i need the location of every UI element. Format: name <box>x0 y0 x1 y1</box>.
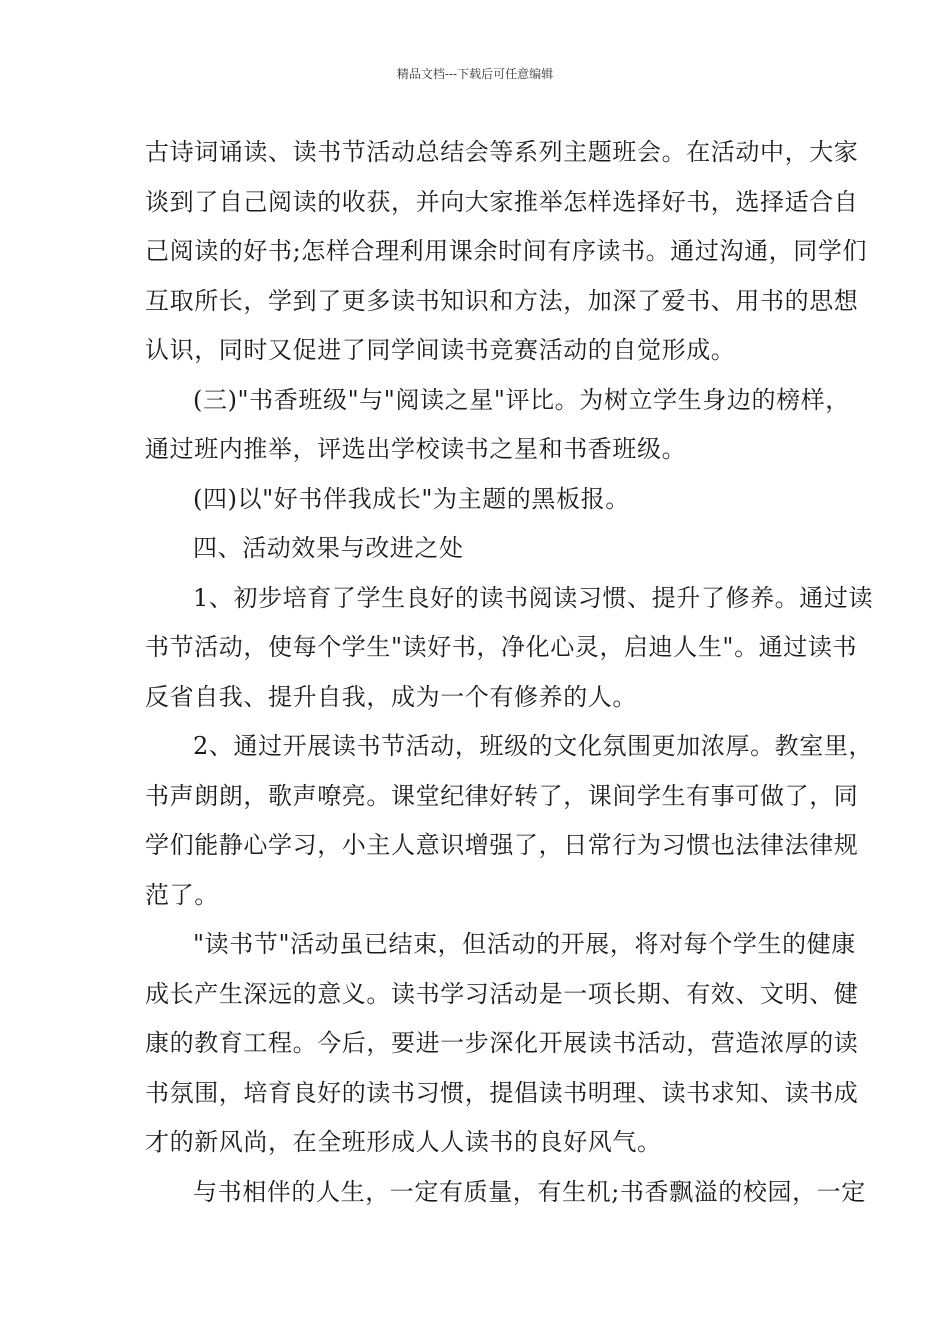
text-line: 认识，同时又促进了同学间读书竞赛活动的自觉形成。 <box>145 336 736 364</box>
text-line: 才的新风尚，在全班形成人人读书的良好风气。 <box>145 1128 662 1156</box>
text-line: 反省自我、提升自我，成为一个有修养的人。 <box>145 682 637 711</box>
text-line: 书氛围，培育良好的读书习惯，提倡读书明理、读书求知、读书成 <box>145 1078 859 1107</box>
paragraph-start-line: 1、初步培育了学生良好的读书阅读习惯、提升了修养。通过读 <box>193 583 874 612</box>
text-line: 书节活动，使每个学生"读好书，净化心灵，启迪人生"。通过读书 <box>145 633 858 661</box>
text-line: 成长产生深远的意义。读书学习活动是一项长期、有效、文明、健 <box>145 979 859 1008</box>
text-line: 古诗词诵读、读书节活动总结会等系列主题班会。在活动中，大家 <box>145 138 859 166</box>
paragraph-start-line: 与书相伴的人生，一定有质量，有生机;书香飘溢的校园，一定 <box>193 1177 866 1206</box>
text-line: 范了。 <box>145 880 219 909</box>
paragraph-start-line: "读书节"活动虽已结束，但活动的开展，将对每个学生的健康 <box>193 930 856 958</box>
paragraph-start-line: 2、通过开展读书节活动，班级的文化氛围更加浓厚。教室里， <box>193 732 874 760</box>
text-line: 康的教育工程。今后，要进一步深化开展读书活动，营造浓厚的读 <box>145 1029 859 1057</box>
section-heading: 四、活动效果与改进之处 <box>193 534 464 562</box>
paragraph-start-line: (三)"书香班级"与"阅读之星"评比。为树立学生身边的榜样， <box>193 385 850 414</box>
document-body <box>145 128 874 1217</box>
text-line: 互取所长，学到了更多读书知识和方法，加深了爱书、用书的思想 <box>145 286 859 315</box>
text-line: 谈到了自己阅读的收获，并向大家推举怎样选择好书，选择适合自 <box>145 187 859 216</box>
text-line: 己阅读的好书;怎样合理利用课余时间有序读书。通过沟通，同学们 <box>145 237 868 265</box>
text-line: 通过班内推举，评选出学校读书之星和书香班级。 <box>145 435 687 463</box>
text-line: 书声朗朗，歌声嘹亮。课堂纪律好转了，课间学生有事可做了，同 <box>145 781 859 810</box>
paragraph-start-line: (四)以"好书伴我成长"为主题的黑板报。 <box>193 484 630 513</box>
text-line: 学们能静心学习，小主人意识增强了，日常行为习惯也法律法律规 <box>145 831 859 859</box>
page-header: 精品文档---下载后可任意编辑 <box>396 67 554 81</box>
